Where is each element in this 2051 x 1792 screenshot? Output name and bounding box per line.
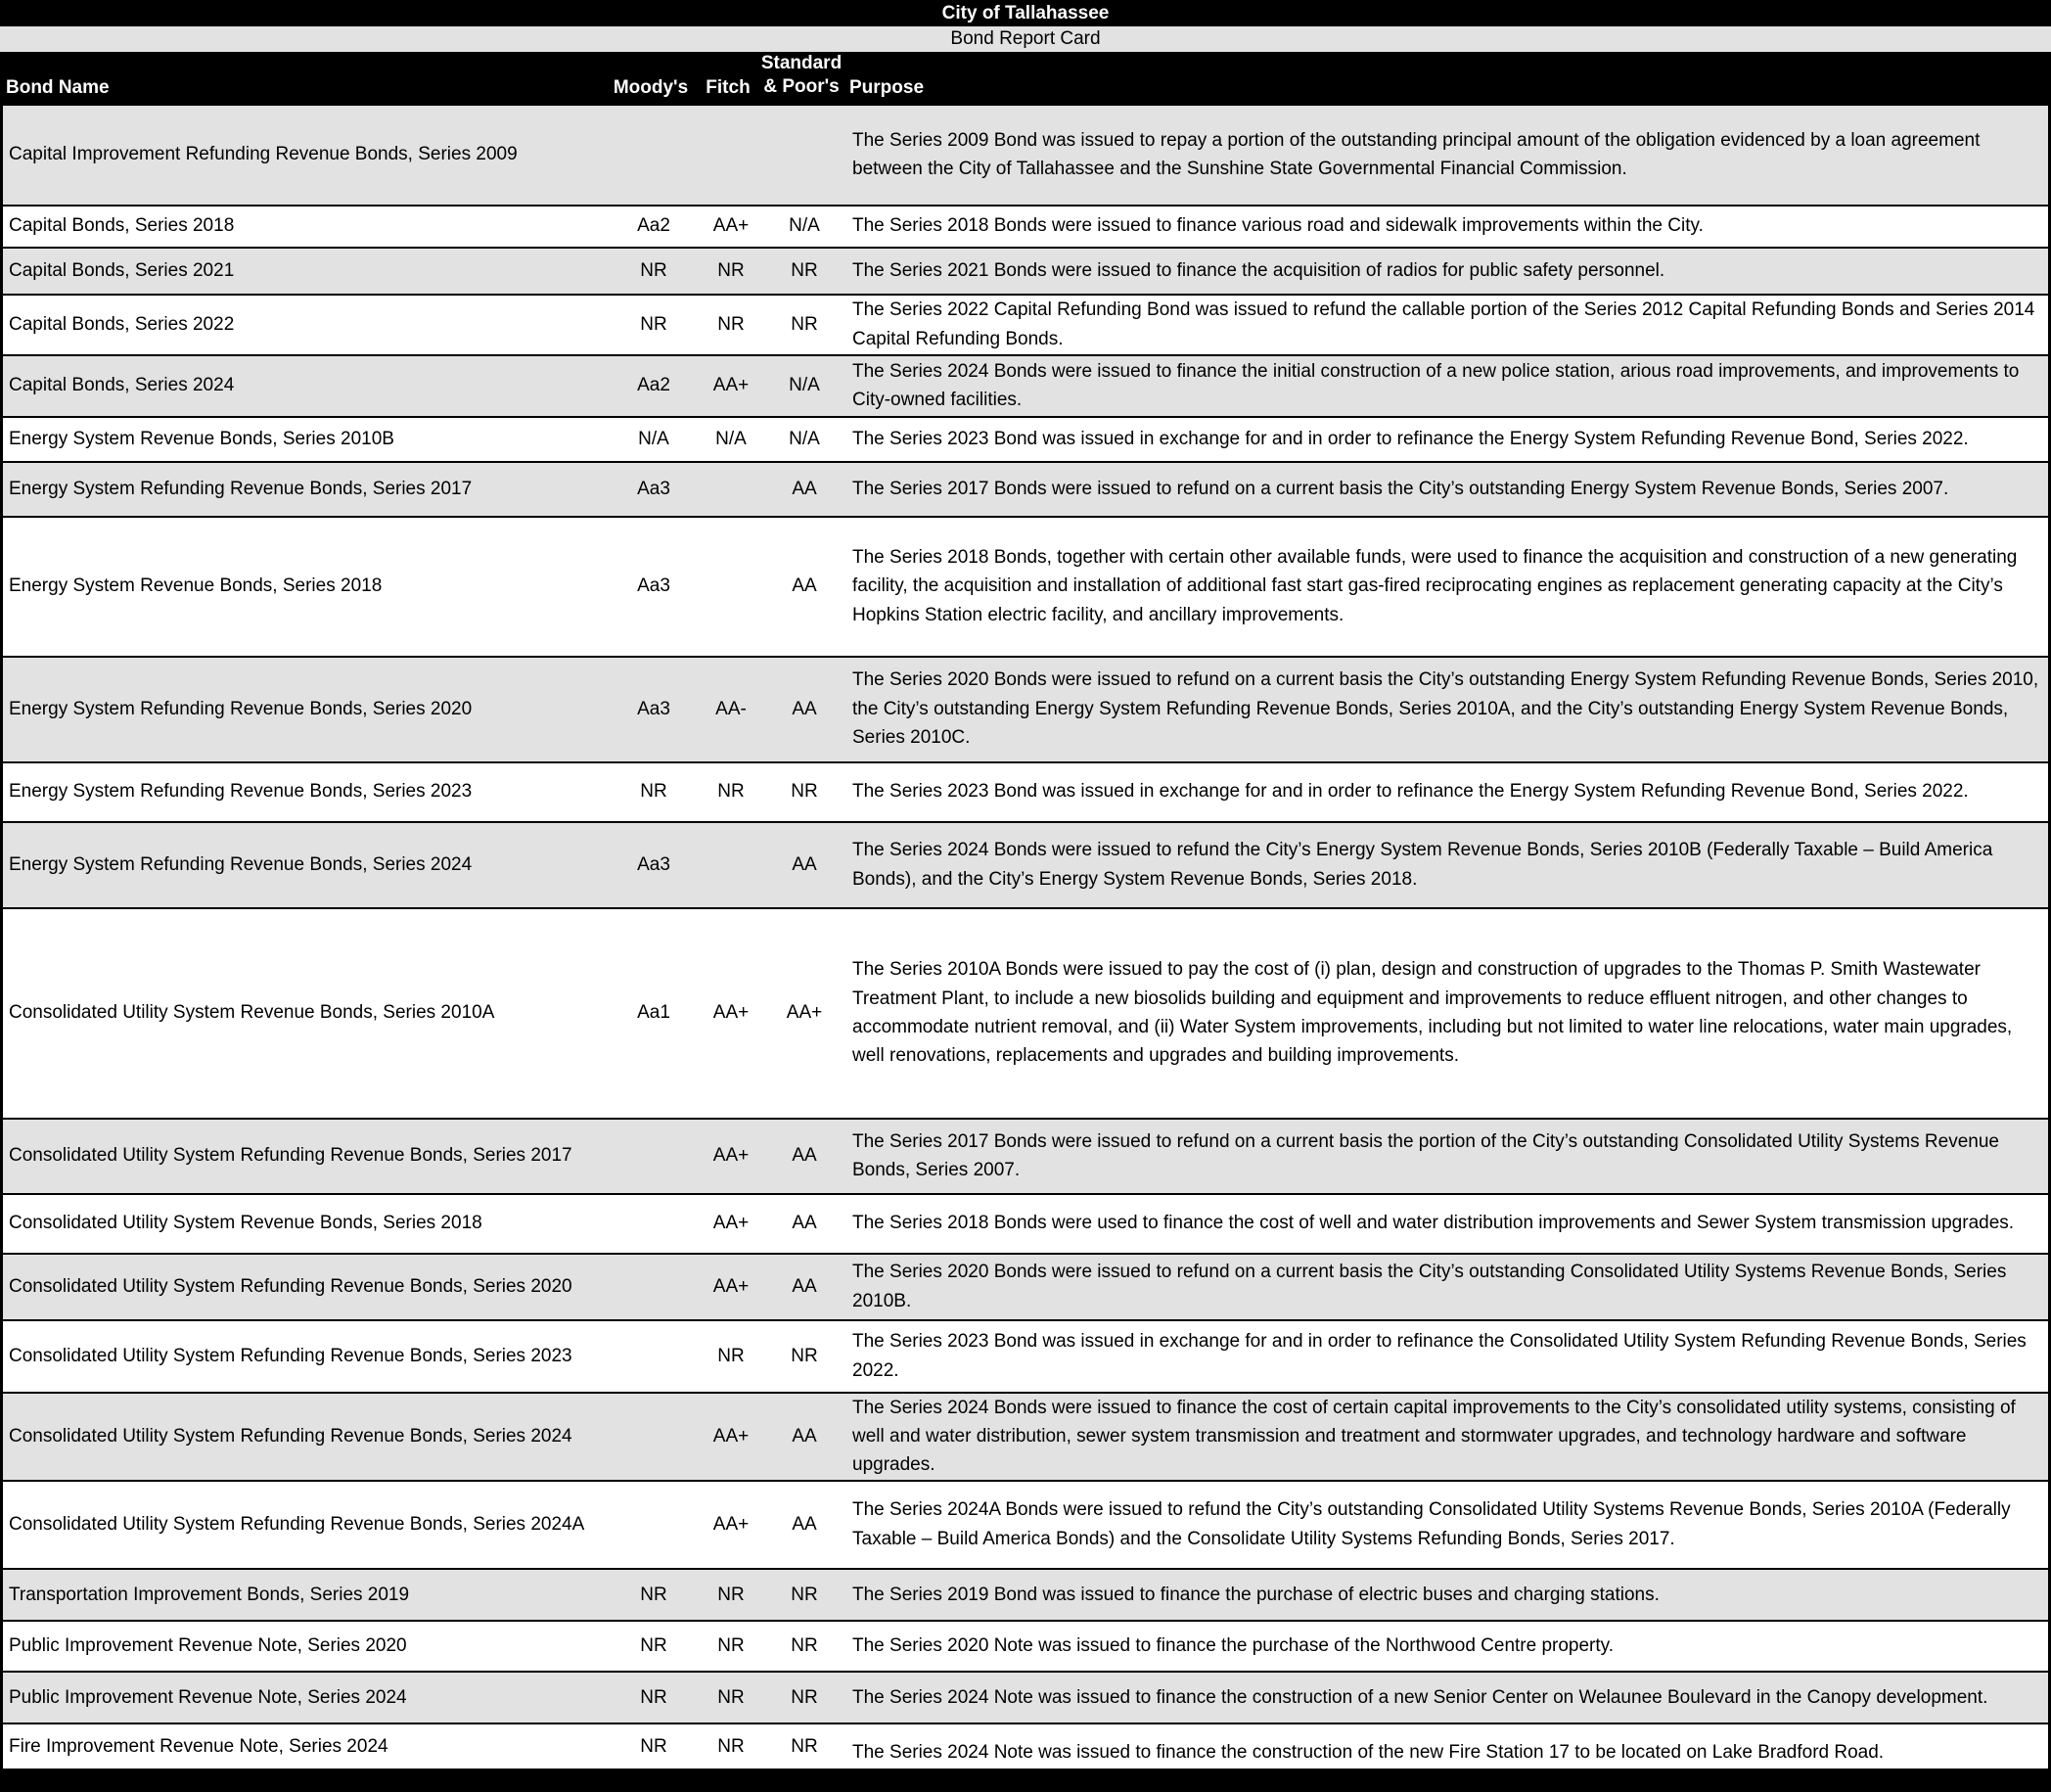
bond-purpose: The Series 2024 Bonds were issued to finance the cost of certain capital improvements to the City’s consolidated utility systems, consisting of well and water distribution, sewer system transmission and treatment and stormwater upgrades, and technology hardware and software upgrades.	[852, 1397, 2016, 1476]
standard-poors-rating: AA	[792, 853, 817, 875]
moodys-rating: NR	[640, 1635, 667, 1657]
fitch-rating: NR	[717, 1345, 745, 1366]
fitch-rating: NR	[717, 1735, 745, 1757]
fitch-rating: AA+	[712, 215, 750, 237]
standard-poors-rating: NR	[791, 1686, 818, 1708]
bond-purpose: The Series 2024 Note was issued to finance the construction of a new Senior Center on Welaunee Boulevard in the Canopy development.	[852, 1686, 1988, 1708]
table-row	[3, 656, 2048, 761]
bond-table-body	[0, 104, 2051, 1769]
bond-name: Capital Bonds, Series 2018	[9, 215, 235, 237]
standard-poors-rating: AA	[792, 698, 817, 719]
fitch-rating: AA+	[712, 1275, 750, 1297]
table-row	[3, 1671, 2048, 1723]
bond-name: Capital Bonds, Series 2021	[9, 259, 235, 281]
bond-purpose: The Series 2020 Note was issued to finance the purchase of the Northwood Centre property.	[852, 1635, 1615, 1657]
bond-purpose: The Series 2020 Bonds were issued to refund on a current basis the City’s outstanding Consolidated Utility Systems Revenue Bonds, Series 2010B.	[852, 1262, 2007, 1311]
standard-poors-rating: AA	[792, 575, 817, 597]
bond-name: Capital Bonds, Series 2022	[9, 313, 235, 335]
bond-name: Consolidated Utility System Refunding Revenue Bonds, Series 2023	[9, 1345, 572, 1366]
table-row	[3, 1480, 2048, 1568]
moodys-rating: Aa3	[637, 853, 670, 875]
standard-poors-rating: AA	[792, 478, 817, 499]
table-row	[3, 461, 2048, 516]
bond-name: Energy System Refunding Revenue Bonds, Series 2024	[9, 853, 473, 875]
table-row	[3, 1620, 2048, 1671]
bond-name: Energy System Refunding Revenue Bonds, Series 2020	[9, 698, 473, 719]
fitch-rating: NR	[717, 1584, 745, 1605]
table-row	[3, 1253, 2048, 1319]
standard-poors-rating: NR	[791, 1345, 818, 1366]
fitch-rating: AA+	[712, 1145, 750, 1167]
moodys-rating: Aa2	[637, 375, 670, 396]
bond-purpose: The Series 2022 Capital Refunding Bond was issued to refund the callable portion of the Series 2012 Capital Refunding Bonds and Series 2014 Capital Refunding Bonds.	[852, 299, 2035, 349]
bond-purpose: The Series 2019 Bond was issued to finance the purchase of electric buses and charging stations.	[852, 1584, 1660, 1605]
standard-poors-rating: AA	[792, 1275, 817, 1297]
table-row	[3, 205, 2048, 247]
standard-poors-rating: NR	[791, 313, 818, 335]
standard-poors-rating: NR	[791, 259, 818, 281]
bond-purpose: The Series 2021 Bonds were issued to finance the acquisition of radios for public safety personnel.	[852, 259, 1665, 281]
table-row	[3, 294, 2048, 354]
header-standard-poors-line1: Standard	[760, 53, 843, 73]
table-row	[3, 516, 2048, 656]
table-row	[3, 761, 2048, 821]
bond-name: Public Improvement Revenue Note, Series 2020	[9, 1635, 407, 1657]
standard-poors-rating: NR	[791, 781, 818, 803]
fitch-rating: NR	[717, 1635, 745, 1657]
table-row	[3, 247, 2048, 294]
bond-name: Consolidated Utility System Revenue Bonds, Series 2010A	[9, 1002, 495, 1024]
table-row	[3, 1319, 2048, 1392]
fitch-rating: AA+	[712, 375, 750, 396]
bond-name: Capital Improvement Refunding Revenue Bonds, Series 2009	[9, 144, 518, 165]
header-moodys: Moody's	[613, 76, 689, 98]
bond-purpose: The Series 2023 Bond was issued in exchange for and in order to refinance the Consolidated Utility System Refunding Revenue Bonds, Series 2022.	[852, 1331, 2027, 1381]
fitch-rating: NR	[717, 313, 745, 335]
moodys-rating: NR	[640, 313, 667, 335]
standard-poors-rating: AA	[792, 1514, 817, 1536]
bond-purpose: The Series 2009 Bond was issued to repay a portion of the outstanding principal amount of the obligation evidenced by a loan agreement between the City of Tallahassee and the Sunshine State Governmental Financial Commission.	[852, 129, 1981, 179]
table-row	[3, 1118, 2048, 1193]
bond-purpose: The Series 2018 Bonds, together with certain other available funds, were used to finance the acquisition and construction of a new generating facility, the acquisition and installation of additional fast start gas-fired reciprocating engines as replacement generating capacity at the City’s Hopkins Station electric facility, and ancillary improvements.	[852, 546, 2018, 625]
header-bond-name: Bond Name	[6, 76, 110, 98]
bond-purpose: The Series 2018 Bonds were issued to finance various road and sidewalk improvements within the City.	[852, 215, 1704, 237]
standard-poors-rating: AA	[792, 1145, 817, 1167]
table-row	[3, 1392, 2048, 1480]
table-row	[3, 104, 2048, 205]
fitch-rating: AA+	[712, 1002, 750, 1024]
bond-name: Fire Improvement Revenue Note, Series 2024	[9, 1735, 388, 1757]
bond-purpose: The Series 2023 Bond was issued in exchange for and in order to refinance the Energy System Refunding Revenue Bond, Series 2022.	[852, 428, 1969, 449]
header-standard-poors-line2: & Poor's	[763, 75, 840, 97]
table-row	[3, 1568, 2048, 1620]
table-row	[3, 821, 2048, 907]
moodys-rating: NR	[640, 1735, 667, 1757]
bond-name: Public Improvement Revenue Note, Series 2024	[9, 1686, 407, 1708]
bond-purpose: The Series 2020 Bonds were issued to refund on a current basis the City’s outstanding Energy System Refunding Revenue Bonds, Series 2010, the City’s outstanding Energy System Refunding Revenue Bonds, Series 2010A, and the City’s outstanding Energy System Revenue Bonds, Series 2010C.	[852, 669, 2039, 749]
moodys-rating: Aa3	[637, 478, 670, 499]
fitch-rating: N/A	[715, 428, 747, 449]
bond-name: Consolidated Utility System Refunding Revenue Bonds, Series 2017	[9, 1145, 572, 1167]
standard-poors-rating: N/A	[789, 375, 820, 396]
moodys-rating: NR	[640, 1584, 667, 1605]
standard-poors-rating: AA	[792, 1213, 817, 1234]
bond-purpose: The Series 2023 Bond was issued in exchange for and in order to refinance the Energy System Refunding Revenue Bond, Series 2022.	[852, 781, 1969, 803]
moodys-rating: NR	[640, 781, 667, 803]
report-title: City of Tallahassee	[0, 0, 2051, 26]
bond-name: Consolidated Utility System Refunding Revenue Bonds, Series 2024A	[9, 1514, 585, 1536]
fitch-rating: NR	[717, 1686, 745, 1708]
standard-poors-rating: NR	[791, 1584, 818, 1605]
moodys-rating: Aa2	[637, 215, 670, 237]
table-row	[3, 354, 2048, 416]
header-purpose: Purpose	[849, 76, 925, 98]
bond-purpose: The Series 2017 Bonds were issued to refund on a current basis the City’s outstanding Energy System Revenue Bonds, Series 2007.	[852, 478, 1949, 499]
table-row	[3, 416, 2048, 461]
report-subtitle: Bond Report Card	[0, 26, 2051, 52]
moodys-rating: N/A	[638, 428, 669, 449]
fitch-rating: NR	[717, 781, 745, 803]
bond-purpose: The Series 2024 Note was issued to finance the construction of the new Fire Station 17 to be located on Lake Bradford Road.	[852, 1742, 1885, 1764]
standard-poors-rating: N/A	[789, 215, 820, 237]
bond-name: Capital Bonds, Series 2024	[9, 375, 235, 396]
fitch-rating: AA+	[712, 1425, 750, 1447]
standard-poors-rating: NR	[791, 1635, 818, 1657]
fitch-rating: AA+	[712, 1213, 750, 1234]
bond-name: Energy System Revenue Bonds, Series 2010B	[9, 428, 394, 449]
bond-name: Energy System Revenue Bonds, Series 2018	[9, 575, 383, 597]
bond-purpose: The Series 2024A Bonds were issued to refund the City’s outstanding Consolidated Utility Systems Revenue Bonds, Series 2010A (Federally Taxable – Build America Bonds) and the Consolidate Utility Systems Refunding Bonds, Series 2017.	[852, 1499, 2011, 1549]
bond-purpose: The Series 2018 Bonds were used to finance the cost of well and water distribution improvements and Sewer System transmission upgrades.	[852, 1213, 2015, 1234]
fitch-rating: NR	[717, 259, 745, 281]
header-fitch: Fitch	[706, 76, 751, 98]
moodys-rating: Aa3	[637, 575, 670, 597]
bond-name: Energy System Refunding Revenue Bonds, Series 2017	[9, 478, 473, 499]
standard-poors-rating: N/A	[789, 428, 820, 449]
fitch-rating: AA-	[715, 698, 747, 719]
moodys-rating: Aa1	[637, 1002, 670, 1024]
bond-name: Energy System Refunding Revenue Bonds, Series 2023	[9, 781, 473, 803]
bond-purpose: The Series 2024 Bonds were issued to finance the initial construction of a new police station, arious road improvements, and improvements to City-owned facilities.	[852, 360, 2020, 410]
table-header-row	[0, 52, 2051, 104]
moodys-rating: Aa3	[637, 698, 670, 719]
bond-purpose: The Series 2010A Bonds were issued to pay the cost of (i) plan, design and construction of upgrades to the Thomas P. Smith Wastewater Treatment Plant, to include a new biosolids building and equipment and improvements to reduce effluent nitrogen, and other changes to accommodate nutrient removal, and (ii) Water System improvements, including but not limited to water line relocations, water main upgrades, well renovations, replacements and upgrades and building improvements.	[852, 959, 2013, 1067]
standard-poors-rating: AA+	[786, 1002, 823, 1024]
standard-poors-rating: NR	[791, 1735, 818, 1757]
bottom-bar	[0, 1769, 2051, 1792]
standard-poors-rating: AA	[792, 1425, 817, 1447]
bond-name: Consolidated Utility System Refunding Revenue Bonds, Series 2020	[9, 1275, 572, 1297]
bond-name: Consolidated Utility System Revenue Bonds, Series 2018	[9, 1213, 482, 1234]
table-row	[3, 1723, 2048, 1769]
table-row	[3, 907, 2048, 1118]
moodys-rating: NR	[640, 1686, 667, 1708]
bond-name: Transportation Improvement Bonds, Series 2019	[9, 1584, 410, 1605]
bond-purpose: The Series 2017 Bonds were issued to refund on a current basis the portion of the City’s outstanding Consolidated Utility Systems Revenue Bonds, Series 2007.	[852, 1130, 1999, 1180]
bond-purpose: The Series 2024 Bonds were issued to refund the City’s Energy System Revenue Bonds, Series 2010B (Federally Taxable – Build America Bonds), and the City’s Energy System Revenue Bonds, Series 2018.	[852, 840, 1993, 890]
moodys-rating: NR	[640, 259, 667, 281]
bond-name: Consolidated Utility System Refunding Revenue Bonds, Series 2024	[9, 1425, 572, 1447]
header-standard-poors	[761, 52, 842, 99]
fitch-rating: AA+	[712, 1514, 750, 1536]
table-row	[3, 1193, 2048, 1253]
